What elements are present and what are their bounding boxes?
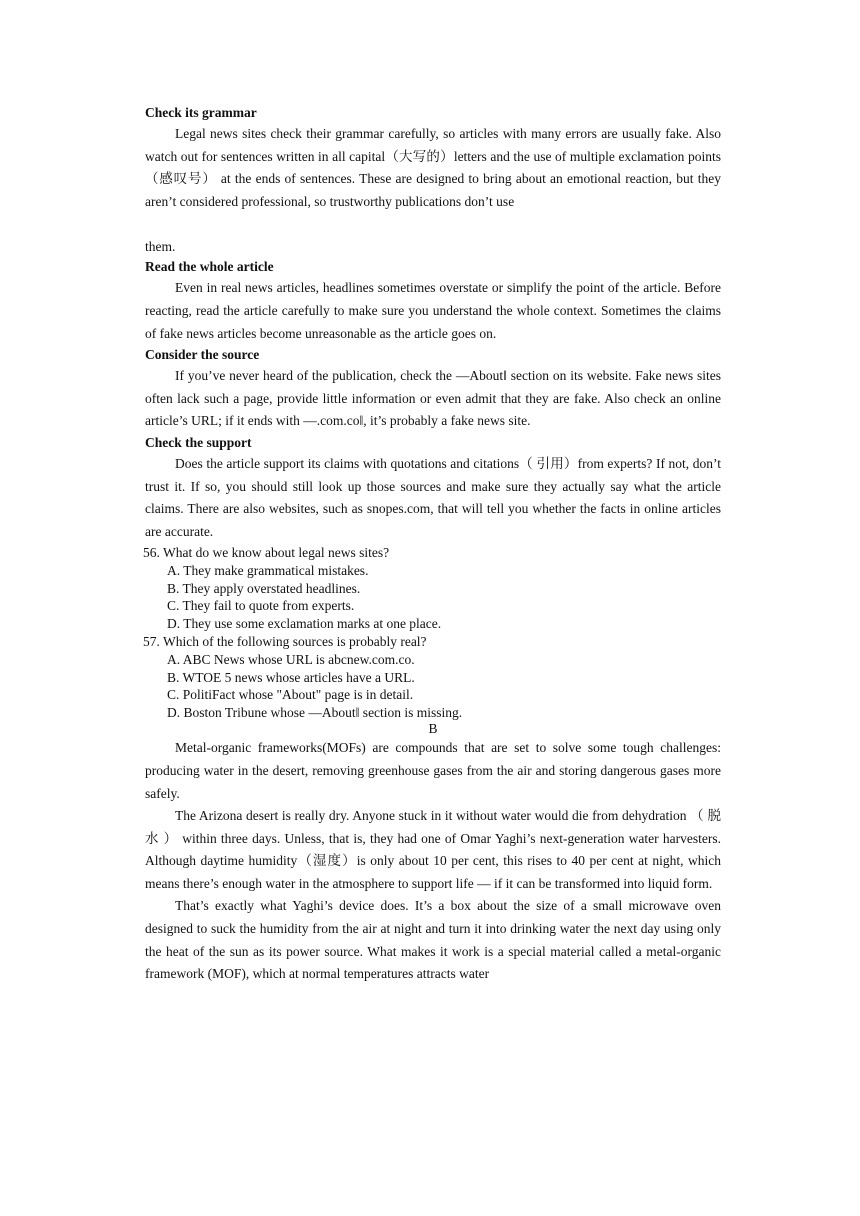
question-56 bbox=[143, 543, 721, 632]
page-gap bbox=[145, 213, 721, 237]
section-whole-article bbox=[145, 257, 721, 345]
section-source bbox=[145, 345, 721, 433]
question-stem: 57. Which of the following sources is probably real? bbox=[143, 634, 427, 650]
section-support bbox=[145, 433, 721, 543]
section-paragraph-continuation: them. bbox=[145, 239, 176, 255]
section-heading: Read the whole article bbox=[145, 259, 274, 275]
section-paragraph: Does the article support its claims with quotations and citations（ 引用）from experts? If not, don’t trust it. If so, you should still look up those sources and make sure they actually say what the article claims. There are also websites, such as snopes.com, that will tell you whether the facts in online articles are accurate. bbox=[145, 455, 721, 539]
passage-label: B bbox=[428, 721, 438, 737]
section-paragraph: Even in real news articles, headlines sometimes overstate or simplify the point of the article. Before reacting, read the article carefully to make sure you understand the whole context. Sometimes the claims of fake news articles become unreasonable as the article goes on. bbox=[145, 280, 721, 341]
section-heading: Check its grammar bbox=[145, 105, 257, 120]
section-paragraph: If you’ve never heard of the publication, check the ―About‖ section on its website. Fake news sites often lack such a page, provide little information or even admit that they are fake. Also check an online article’s URL; if it ends with ―.com.co‖, it’s probably a fake news site. bbox=[145, 368, 721, 429]
option-a: A. ABC News whose URL is abcnew.com.co. bbox=[167, 652, 415, 668]
passage-paragraph: That’s exactly what Yaghi’s device does. It’s a box about the size of a small microwave oven designed to suck the humidity from the air at night and turn it into drinking water the next day using only the heat of the sun as its power source. What makes it work is a special material called a metal-organic framework (MOF), which at normal temperatures attracts water bbox=[145, 898, 721, 982]
passage-paragraph: Metal-organic frameworks(MOFs) are compounds that are set to solve some tough challenges: producing water in the desert, removing greenhouse gases from the air and storing dangerous gases more safely. bbox=[145, 740, 721, 801]
option-c: C. PolitiFact whose "About" page is in detail. bbox=[167, 687, 414, 703]
option-d: D. Boston Tribune whose ―About‖ section is missing. bbox=[167, 704, 463, 720]
section-heading: Consider the source bbox=[145, 347, 260, 363]
question-stem: 56. What do we know about legal news sites? bbox=[143, 545, 390, 561]
option-b: B. WTOE 5 news whose articles have a URL. bbox=[167, 669, 415, 685]
option-d: D. They use some exclamation marks at one place. bbox=[167, 615, 442, 631]
option-b: B. They apply overstated headlines. bbox=[167, 580, 361, 596]
section-paragraph: Legal news sites check their grammar carefully, so articles with many errors are usually fake. Also watch out for sentences written in all capital（大写的）letters and the use of multiple exclamation points（感叹号） at the ends of sentences. These are designed to bring about an emotional reaction, but they aren’t considered professional, so trustworthy publications don’t use bbox=[145, 126, 721, 209]
option-c: C. They fail to quote from experts. bbox=[167, 598, 355, 614]
document-page bbox=[145, 103, 721, 986]
question-57 bbox=[143, 632, 721, 721]
passage-paragraph: The Arizona desert is really dry. Anyone stuck in it without water would die from dehydration （ 脱 水 ） within three days. Unless, that is, they had one of Omar Yaghi’s next-generation water harvesters. Although daytime humidity（湿度）is only about 10 per cent, this rises to 40 per cent at night, which means there’s enough water in the atmosphere to support life — if it can be transformed into liquid form. bbox=[145, 808, 721, 891]
section-grammar bbox=[145, 103, 721, 257]
option-a: A. They make grammatical mistakes. bbox=[167, 563, 369, 579]
section-heading: Check the support bbox=[145, 434, 252, 450]
passage-b bbox=[145, 737, 721, 986]
